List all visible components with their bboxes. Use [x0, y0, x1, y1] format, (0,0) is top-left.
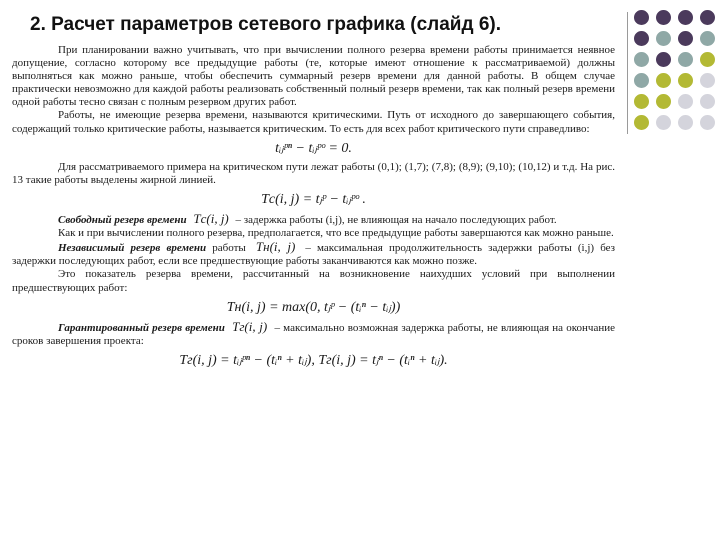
term-guaranteed-float: Гарантированный резерв времени — [58, 321, 225, 334]
decorative-dot-grid — [634, 10, 714, 130]
scanned-document — [12, 44, 615, 373]
paragraph-planning: При планировании важно учитывать, что при вычислении полного резерва времени работы принимается неявное допущение, согласно которому все предыдущие работы (те, которые имеют отношение к рассматриваемой) должны выполняться как можно раньше, чтобы обеспечить суммарный резерв времени для данной работы. В общем случае практически невозможно для каждой работы реализовать собственный полный резерв времени, так как полный резерв времени одной работы тесно связан с полным резервом других работ. — [12, 44, 615, 109]
decor-dot — [700, 31, 715, 46]
guaranteed-float-definition: – максимально возможная задержка работы, не влияющая на окончание сроков завершения проекта: — [12, 321, 616, 347]
decor-dot — [700, 10, 715, 25]
independent-float-definition: – максимальная продолжительность задержки работы (i,j) без задержки последующих работ, если все предшествующие работы заканчиваются как можно позже. — [12, 242, 616, 268]
decor-dot — [634, 115, 649, 130]
decor-dot — [700, 52, 715, 67]
equation-independent-float: Tн(i, j) = max(0, tⱼᵖ − (tᵢⁿ − tᵢⱼ)) — [226, 299, 401, 315]
equation-guaranteed-float: Tг(i, j) = tᵢⱼᵖⁿ − (tᵢⁿ + tᵢⱼ), Tг(i, j) = tⱼⁿ − (tᵢⁿ + tᵢⱼ). — [179, 352, 448, 368]
decor-dot — [634, 94, 649, 109]
decor-dot — [678, 94, 693, 109]
decor-dot — [656, 94, 671, 109]
decor-dot — [656, 73, 671, 88]
decor-dot — [678, 73, 693, 88]
decor-dot — [700, 73, 715, 88]
decor-dot — [634, 52, 649, 67]
paragraph-example: Для рассматриваемого примера на критическом пути лежат работы (0,1); (1,7); (7,8); (8,9); (9,10); (10,12) и т.д. На рис. 13 такие работы выделены жирной линией. — [12, 160, 615, 186]
term-free-float: Свободный резерв времени — [58, 214, 187, 227]
slide-title: 2. Расчет параметров сетевого графика (слайд 6). — [30, 14, 501, 35]
decor-dot — [634, 73, 649, 88]
paragraph-assumption: Как и при вычислении полного резерва, предполагается, что все предыдущие работы завершаются как можно раньше. — [58, 227, 614, 240]
decor-dot — [634, 31, 649, 46]
decor-dot — [678, 31, 693, 46]
decor-dot — [678, 10, 693, 25]
decor-dot — [656, 31, 671, 46]
free-float-definition: – задержка работы (i,j), не влияющая на начало последующих работ. — [235, 214, 557, 227]
decor-dot — [700, 94, 715, 109]
independent-float-word: работы — [212, 242, 246, 255]
decor-dot — [678, 52, 693, 67]
decor-dot — [656, 10, 671, 25]
equation-free-float: Tс(i, j) = tⱼᵖ − tᵢⱼᵖᵒ . — [261, 191, 366, 207]
decor-dot — [656, 52, 671, 67]
decor-dot — [656, 115, 671, 130]
decor-dot — [700, 115, 715, 130]
paragraph-free-float — [12, 212, 615, 227]
decor-dot — [678, 115, 693, 130]
symbol-independent-float: Tн(i, j) — [255, 239, 296, 255]
paragraph-independent-float — [12, 240, 615, 268]
divider-line — [627, 12, 628, 134]
paragraph-worst-case: Это показатель резерва времени, рассчитанный на возникновение наихудших условий при выполнении предшествующих работ: — [12, 268, 615, 294]
paragraph-critical-works: Работы, не имеющие резерва времени, называются критическими. Путь от исходного до завершающего события, содержащий только критические работы, называется критическим. То есть для всех работ критического пути справедливо: — [12, 109, 615, 135]
term-independent-float: Независимый резерв времени — [58, 242, 207, 255]
symbol-guaranteed-float: Tг(i, j) — [232, 318, 268, 334]
symbol-free-float: Tс(i, j) — [193, 211, 229, 227]
decor-dot — [634, 10, 649, 25]
paragraph-guaranteed-float — [12, 320, 615, 348]
equation-critical-path: tᵢⱼᵖⁿ − tᵢⱼᵖᵒ = 0. — [275, 140, 352, 156]
